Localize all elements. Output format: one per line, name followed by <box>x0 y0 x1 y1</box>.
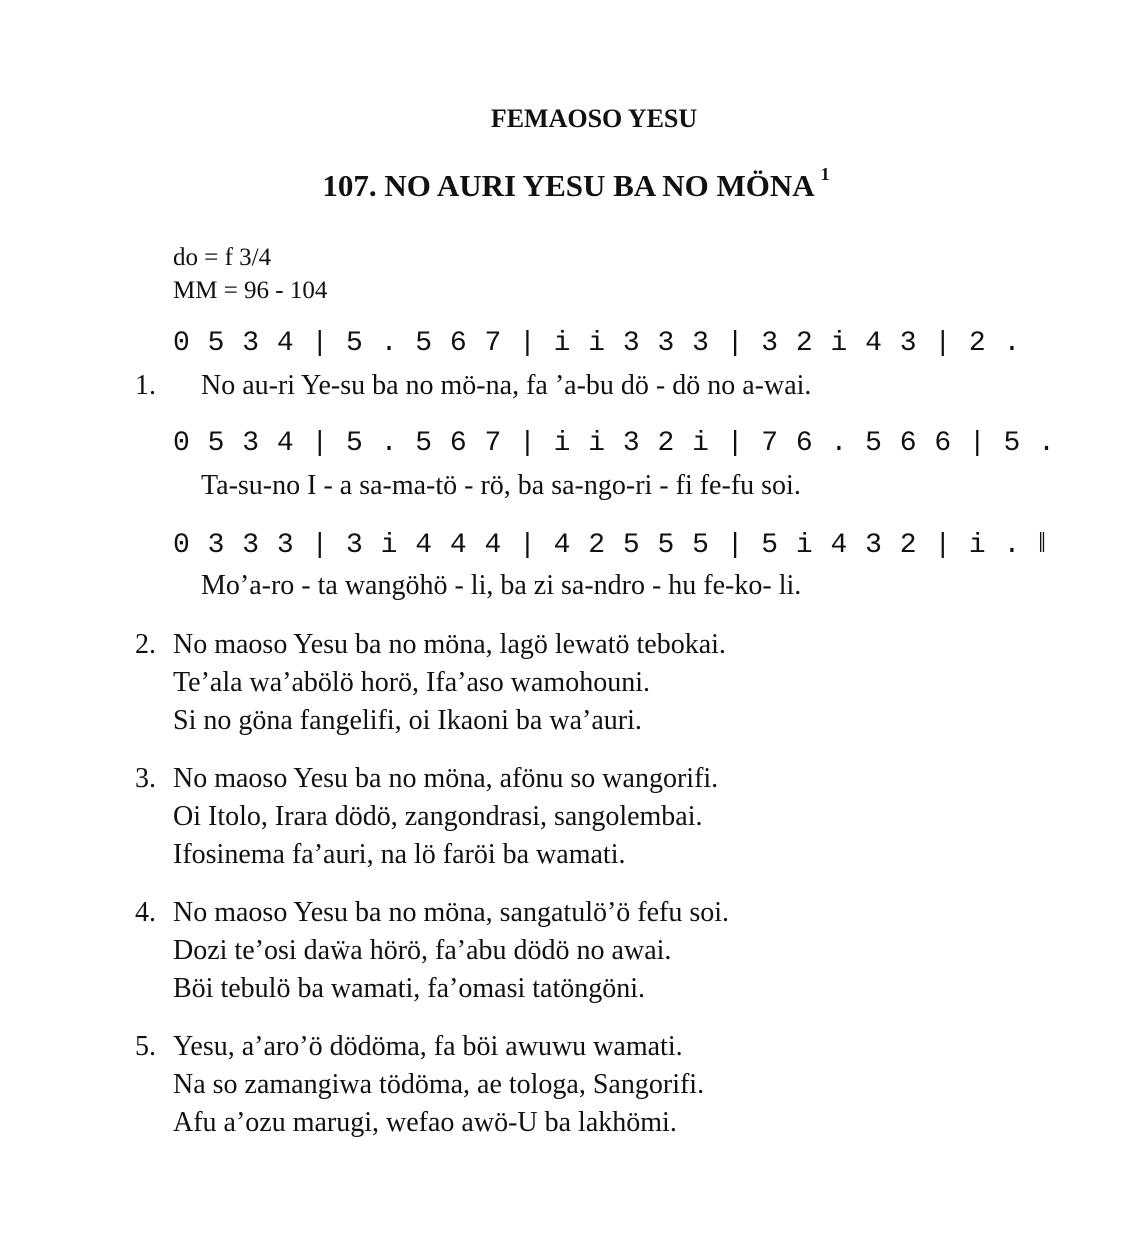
verse-number: 4. <box>135 897 156 928</box>
lyrics-line-2: Ta-su-no I - a sa-ma-tö - rö, ba sa-ngo-ri - fi fe-fu soi. <box>201 470 801 501</box>
verse-line: Oi Itolo, Irara dödö, zangondrasi, sangolembai. <box>173 801 703 832</box>
verse-line: Böi tebulö ba wamati, fa’omasi tatöngöni. <box>173 973 646 1004</box>
verse-line: Yesu, a’aro’ö dödöma, fa böi awuwu wamati. <box>173 1031 683 1062</box>
verse-line: Si no göna fangelifi, oi Ikaoni ba wa’auri. <box>173 705 642 736</box>
notation-line-2: 0 5 3 4 | 5 . 5 6 7 | i i 3 2 i | 7 6 . 5 6 6 | 5 . <box>173 428 1056 459</box>
verse-line: No maoso Yesu ba no möna, afönu so wangorifi. <box>173 763 719 794</box>
verse-line: No maoso Yesu ba no möna, lagö lewatö tebokai. <box>173 629 726 660</box>
verse-number: 3. <box>135 763 156 794</box>
verse-line: No maoso Yesu ba no möna, sangatulö’ö fefu soi. <box>173 897 730 928</box>
footnote-mark: 1 <box>820 164 830 184</box>
lyrics-line-3: Mo’a-ro - ta wangöhö - li, ba zi sa-ndro - hu fe-ko- li. <box>201 570 802 601</box>
verse-line: Te’ala wa’abölö horö, Ifa’aso wamohouni. <box>173 667 650 698</box>
verse-number: 2. <box>135 629 156 660</box>
notation-line-3: 0 3 3 3 | 3 i 4 4 4 | 4 2 5 5 5 | 5 i 4 3 2 | i . ‖ <box>173 530 1047 561</box>
hymn-title-text: 107. NO AURI YESU BA NO MÖNA <box>322 168 813 203</box>
key-time-signature: do = f 3/4 <box>173 244 272 271</box>
verse-line: Ifosinema fa’auri, na lö faröi ba wamati. <box>173 839 626 870</box>
verse-line: Afu a’ozu marugi, wefao awö-U ba lakhömi. <box>173 1107 677 1138</box>
notation-line-1: 0 5 3 4 | 5 . 5 6 7 | i i 3 3 3 | 3 2 i 4 3 | 2 . <box>173 328 1021 359</box>
tempo-marking: MM = 96 - 104 <box>173 277 328 304</box>
section-title: FEMAOSO YESU <box>490 104 698 133</box>
verse-line: Dozi te’osi daẅa hörö, fa’abu dödö no awai. <box>173 935 672 966</box>
hymn-title <box>0 164 1125 204</box>
score-verse-number: 1. <box>135 370 156 401</box>
verse-number: 5. <box>135 1031 156 1062</box>
lyrics-line-1: No au-ri Ye-su ba no mö-na, fa ’a-bu dö - dö no a-wai. <box>201 370 812 401</box>
verse-line: Na so zamangiwa tödöma, ae tologa, Sangorifi. <box>173 1069 705 1100</box>
